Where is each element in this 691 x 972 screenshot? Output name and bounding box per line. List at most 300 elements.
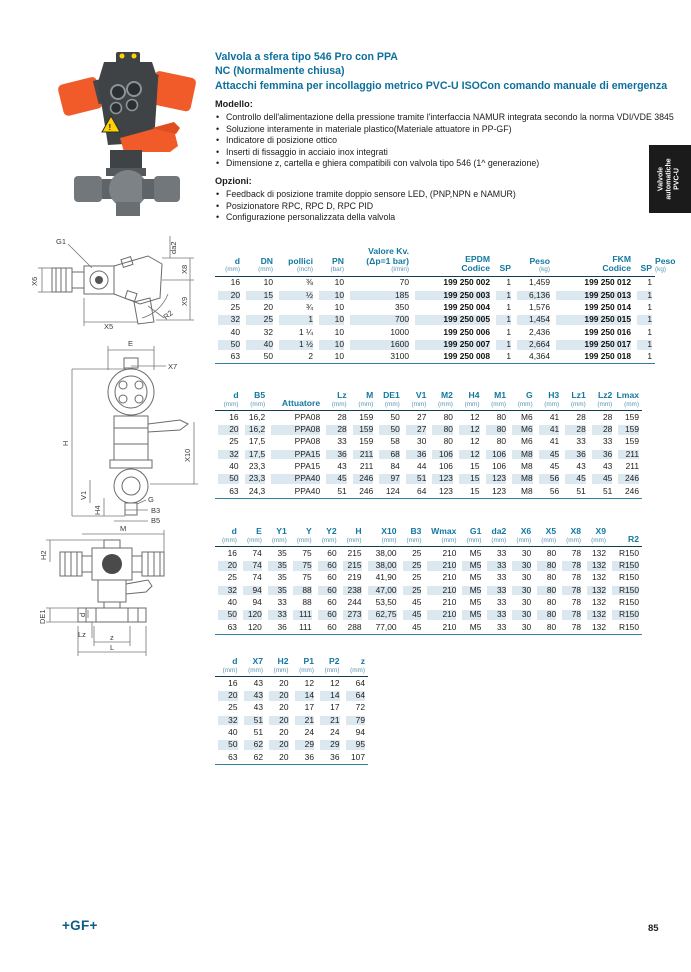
table-cell: 123: [483, 473, 510, 485]
table-row: [215, 411, 642, 424]
column-header: X8 (mm): [559, 527, 584, 547]
table-cell: 123: [483, 485, 510, 498]
table-cell: 21: [292, 714, 318, 726]
table-cell: 20: [266, 739, 292, 751]
column-header: M2 (mm): [429, 391, 456, 411]
table-cell: 210: [442, 572, 457, 583]
table-cell: R150: [609, 560, 642, 572]
table-cell: 106: [483, 448, 510, 460]
table-cell: 60: [327, 572, 337, 583]
table-row: [215, 302, 655, 314]
table-cell: 63: [215, 351, 243, 364]
column-header: Y1 (mm): [265, 527, 290, 547]
table-cell: 30: [521, 572, 532, 583]
table-cell: 51: [241, 714, 267, 726]
column-header: X7 (mm): [241, 657, 267, 677]
table-cell: 16,2: [248, 411, 266, 422]
table-cell: 33: [576, 436, 586, 447]
table-cell: 33: [484, 621, 509, 634]
table-cell: 1: [634, 289, 655, 301]
table-cell: 10: [316, 289, 347, 301]
table-cell: 78: [559, 621, 584, 634]
table-cell: 97: [376, 473, 403, 485]
table-cell: 78: [559, 560, 584, 572]
table-cell: 30: [509, 584, 534, 596]
table-cell: 1000: [390, 326, 409, 337]
table-cell: 211: [359, 461, 374, 472]
table-cell: 75: [302, 572, 312, 583]
bullet-item: • Feedback di posizione tramite doppio sensore LED, (PNP,NPN e NAMUR): [215, 189, 689, 201]
table-cell: 16: [227, 547, 237, 558]
column-header: P1 (mm): [292, 657, 318, 677]
column-header: d (mm): [215, 391, 242, 411]
column-header: P2 (mm): [317, 657, 343, 677]
table-cell: 50: [215, 609, 240, 621]
table-cell: 45: [536, 448, 563, 460]
table-cell: 36: [265, 621, 290, 634]
chapter-side-tab-label: [658, 158, 682, 199]
bullet-item: • Controllo dell'alimentazione della pressione tramite l'interfaccia NAMUR integrata secondo la norma VDI/VDE 3845: [215, 112, 689, 124]
dim-label-de1: DE1: [38, 609, 47, 624]
table-row: [215, 473, 642, 485]
title-line-3: Attacchi femmina per incollaggio metrico PVC-U ISOCon comando manuale di emergenza: [215, 79, 668, 92]
table-cell: 20: [215, 289, 243, 301]
table-cell: 38,00: [365, 560, 400, 572]
table-actuator-dimensions: [215, 391, 642, 499]
table-cell: 132: [592, 572, 606, 583]
table-cell: 15: [456, 473, 483, 485]
column-header: M1 (mm): [483, 391, 510, 411]
column-header: z (mm): [343, 657, 369, 677]
dim-label-h4: H4: [93, 505, 102, 515]
table-cell: 210: [424, 560, 459, 572]
table-cell: 43: [253, 677, 263, 688]
table-row: [215, 751, 368, 764]
column-header: X9 (mm): [584, 527, 609, 547]
table-cell: 210: [442, 547, 457, 558]
table-row: [215, 621, 642, 634]
title-line-1: Valvola a sfera tipo 546 Pro con PPA: [215, 51, 398, 63]
table-cell: M5: [459, 560, 484, 572]
table-cell: 60: [315, 584, 340, 596]
table-cell: 199 250 007: [412, 339, 493, 351]
table-cell: 45: [400, 609, 425, 621]
table-cell: 80: [443, 411, 453, 422]
table-cell: 75: [302, 547, 312, 558]
table-cell: 78: [559, 609, 584, 621]
column-header: Y2 (mm): [315, 527, 340, 547]
column-header: X6 (mm): [509, 527, 534, 547]
table-cell: 215: [340, 560, 365, 572]
table-installation-dimensions: [215, 527, 642, 635]
table-cell: 50: [215, 473, 242, 485]
table-cell: 1: [647, 301, 652, 312]
table-cell: 20: [266, 751, 292, 764]
table-cell: 36: [403, 448, 430, 460]
table-cell: PPA08: [268, 424, 323, 436]
table-cell: 51: [562, 485, 589, 498]
table-cell: 106: [438, 461, 453, 472]
table-cell: R150: [618, 547, 639, 558]
table-cell: 12: [470, 411, 480, 422]
table-cell: 17,5: [248, 436, 266, 447]
table-cell: 219: [347, 572, 362, 583]
table-cell: 28: [576, 411, 586, 422]
table-cell: 78: [571, 547, 582, 558]
table-cell: 28: [562, 424, 589, 436]
table-cell: 132: [584, 621, 609, 634]
table-cell: 33: [337, 436, 347, 447]
column-header: X5 (mm): [534, 527, 559, 547]
column-header: E (mm): [240, 527, 265, 547]
table-cell: 244: [347, 597, 362, 608]
column-header: da2 (mm): [484, 527, 509, 547]
bullet-item: • Configurazione personalizzata della valvola: [215, 212, 689, 224]
table-cell: 94: [240, 584, 265, 596]
table-cell: 10: [334, 277, 344, 288]
table-cell: M5: [459, 609, 484, 621]
table-cell: 80: [534, 621, 559, 634]
table-cell: 28: [602, 411, 613, 422]
column-header: Lz2 (mm): [589, 391, 616, 411]
table-cell: M8: [509, 473, 536, 485]
dim-label-e: E: [128, 339, 134, 348]
table-cell: 33: [496, 597, 507, 608]
table-cell: 74: [252, 547, 262, 558]
table-cell: 45: [549, 461, 560, 472]
table-cell: 50: [215, 339, 243, 351]
table-cell: 199 250 018: [553, 351, 634, 364]
table-cell: 1: [634, 314, 655, 326]
column-header: d (mm): [215, 247, 243, 276]
table-cell: 25: [230, 301, 240, 312]
table-cell: 20: [279, 702, 289, 713]
column-header: H3 (mm): [536, 391, 563, 411]
table-cell: 80: [443, 436, 453, 447]
column-header: EPDM Codice: [412, 247, 493, 276]
model-bullet-list: [215, 112, 689, 170]
table-cell: 132: [584, 560, 609, 572]
table-cell: PPA40: [268, 473, 323, 485]
table-cell: 17: [330, 702, 340, 713]
bullet-item: • Inserti di fissaggio in acciaio inox integrati: [215, 147, 689, 159]
table-cell: 84: [390, 461, 400, 472]
table-cell: 25: [228, 702, 238, 713]
table-cell: PPA15: [268, 448, 323, 460]
dim-label-lz: Lz: [78, 630, 86, 639]
column-header: Y (mm): [290, 527, 315, 547]
table-cell: 79: [343, 714, 369, 726]
table-cell: 16,2: [242, 424, 269, 436]
svg-text:!: !: [108, 123, 112, 132]
table-cell: 41: [549, 436, 560, 447]
table-cell: 72: [355, 702, 365, 713]
table-ordering-data: d (mm) DN (mm) pollici (inch) PN (bar) Valore Kv. (Δp=1 bar) (l/min) EPDM Codice SP Peso (kg) FKM Codice SP Peso (kg) 16 10 ⅜ 10 70 199 250 002 1 1,459 199 250 012 1 20 15 ½ 10 185 199 250 003 1 6,136 199 250 013 1 25 20 ¾ 10 350 199 250 004 1 1,576 199 250 014 1 32 25 1 10 700 199 250 005 1 1,454 199 250 015 1 40 32 1 ¼ 10 1000 199 250 006 1 2,436 199 250 016 1 50 40 1 ½ 10 1600 199 250 007 1 2,664 199 250 017 1 63 50 2 10 3100 199 250 008 1 4,364 199 250 018 1: [215, 247, 642, 364]
column-header: d (mm): [215, 527, 240, 547]
table-cell: 211: [350, 448, 377, 460]
table-cell: 350: [395, 301, 409, 312]
column-header: Lz1 (mm): [562, 391, 589, 411]
table-cell: 53,50: [375, 597, 397, 608]
table-cell: 210: [424, 609, 459, 621]
table-cell: R150: [609, 584, 642, 596]
table-cell: 94: [355, 727, 365, 738]
table-cell: 25: [412, 572, 422, 583]
model-heading: Modello:: [215, 99, 253, 109]
table-cell: 23,3: [242, 473, 269, 485]
column-header: V1 (mm): [403, 391, 430, 411]
table-cell: 132: [584, 584, 609, 596]
dim-label-b3: B3: [151, 506, 161, 515]
table-cell: 36: [589, 448, 616, 460]
table-cell: 1600: [347, 339, 412, 351]
dim-label-x5: X5: [104, 322, 114, 330]
table-cell: 199 250 012: [584, 277, 631, 288]
table-cell: 12: [330, 677, 340, 688]
column-header: X10 (mm): [365, 527, 400, 547]
table-cell: 111: [290, 609, 315, 621]
table-cell: 80: [534, 609, 559, 621]
table-cell: 210: [442, 597, 457, 608]
table-cell: 3100: [347, 351, 412, 364]
table-row: [215, 326, 655, 338]
table-cell: 211: [625, 461, 639, 472]
table-cell: 25: [243, 314, 276, 326]
dim-label-g1: G1: [56, 237, 67, 246]
table-cell: 10: [316, 314, 347, 326]
options-heading: Opzioni:: [215, 175, 252, 186]
dim-label-b5: B5: [151, 516, 161, 524]
table-cell: PPA40: [268, 485, 323, 498]
table-cell: 159: [625, 411, 639, 422]
table-cell: 30: [521, 597, 532, 608]
table-cell: 1: [506, 301, 511, 312]
table-cell: 63: [215, 485, 242, 498]
column-header: Attuatore: [268, 391, 323, 411]
dim-label-x9: X9: [180, 296, 189, 306]
table-row: [215, 702, 368, 714]
table-row: [215, 690, 368, 702]
table-row: [215, 727, 368, 739]
table-cell: 199 250 016: [584, 326, 631, 337]
table-cell: 185: [347, 289, 412, 301]
table-cell: 64: [343, 690, 369, 702]
table-cell: 246: [615, 485, 642, 498]
table-cell: 15: [243, 289, 276, 301]
description-block: [215, 99, 689, 230]
table-cell: 36: [562, 448, 589, 460]
table-cell: M6: [509, 424, 536, 436]
table-cell: 10: [263, 277, 273, 288]
table-cell: 159: [359, 411, 374, 422]
table-row: [215, 547, 642, 560]
table-cell: 35: [265, 584, 290, 596]
table-cell: 16: [229, 411, 239, 422]
table-cell: 20: [279, 677, 289, 688]
table-cell: 40: [243, 339, 276, 351]
table-cell: 62,75: [365, 609, 400, 621]
table-cell: 51: [589, 485, 616, 498]
table-cell: R150: [609, 609, 642, 621]
table-cell: 20: [215, 424, 242, 436]
table-cell: 40: [229, 461, 239, 472]
table-cell: 159: [615, 424, 642, 436]
table-cell: 29: [317, 739, 343, 751]
table-cell: 199 250 004: [443, 301, 490, 312]
table-cell: 25: [229, 436, 239, 447]
table-cell: 80: [546, 547, 557, 558]
page-title: [215, 50, 687, 93]
table-cell: 199 250 002: [443, 277, 490, 288]
product-photo: [52, 50, 207, 223]
drawing-front-view: [30, 332, 210, 529]
table-cell: M8: [509, 485, 536, 498]
table-cell: 238: [340, 584, 365, 596]
table-cell: 16: [230, 277, 240, 288]
table-cell: 35: [265, 560, 290, 572]
table-cell: 211: [615, 448, 642, 460]
table-cell: 199 250 005: [412, 314, 493, 326]
table-cell: 12: [304, 677, 314, 688]
table-cell: 1,459: [529, 277, 550, 288]
table-cell: 25: [412, 547, 422, 558]
table-cell: 62: [241, 751, 267, 764]
table-cell: 41: [536, 424, 563, 436]
table-cell: M8: [509, 448, 536, 460]
table-cell: 6,136: [514, 289, 553, 301]
table-cell: 80: [496, 411, 507, 422]
table-cell: 41,90: [375, 572, 397, 583]
bullet-item: • Soluzione interamente in materiale plastico(Materiale attuatore in PP-GF): [215, 124, 689, 136]
table-cell: 246: [350, 485, 377, 498]
dim-label-r2: R2: [161, 308, 175, 322]
table-cell: 246: [350, 473, 377, 485]
column-header: M (mm): [350, 391, 377, 411]
table-cell: 35: [277, 547, 287, 558]
table-cell: 1 ¼: [299, 326, 313, 337]
table-row: [215, 424, 642, 436]
table-cell: 21: [317, 714, 343, 726]
dim-label-x6: X6: [30, 276, 39, 286]
table-cell: 33: [484, 584, 509, 596]
table-cell: 51: [403, 473, 430, 485]
table-cell: 50: [390, 411, 400, 422]
table-cell: ⅜: [306, 277, 313, 288]
table-cell: M5: [469, 572, 482, 583]
table-row: [215, 351, 655, 364]
table-cell: 20: [279, 727, 289, 738]
table-cell: 24,3: [242, 485, 269, 498]
bullet-item: • Indicatore di posizione ottico: [215, 135, 689, 147]
table-cell: 74: [252, 572, 262, 583]
column-header: B5 (mm): [242, 391, 269, 411]
table-cell: 199 250 008: [412, 351, 493, 364]
table-cell: 43: [602, 461, 613, 472]
table-cell: 50: [215, 739, 241, 751]
table-cell: 80: [546, 572, 557, 583]
table-cell: 107: [343, 751, 369, 764]
table-cell: 56: [536, 485, 563, 498]
table-cell: 80: [496, 436, 507, 447]
dim-label-h: H: [61, 440, 70, 446]
drawing-top-view: [30, 228, 210, 335]
table-cell: 45: [412, 597, 422, 608]
dim-label-x10: X10: [183, 448, 192, 462]
dim-label-g: G: [148, 495, 154, 504]
table-cell: 56: [536, 473, 563, 485]
table-cell: 25: [227, 572, 237, 583]
table-spigot-dimensions: [215, 657, 368, 765]
table-cell: 1: [634, 339, 655, 351]
table-cell: R150: [618, 572, 639, 583]
table-row: [215, 572, 642, 584]
table-cell: 80: [429, 424, 456, 436]
column-header: Peso (kg): [514, 247, 553, 276]
table-cell: 20: [266, 714, 292, 726]
table-cell: 199 250 003: [412, 289, 493, 301]
table-cell: 44: [417, 461, 427, 472]
table-cell: 120: [240, 609, 265, 621]
table-cell: 74: [240, 560, 265, 572]
table-cell: 199 250 006: [443, 326, 490, 337]
table-cell: 78: [559, 584, 584, 596]
table-cell: 64: [403, 485, 430, 498]
column-header: Lmax (mm): [615, 391, 642, 411]
table-cell: 33: [265, 609, 290, 621]
table-cell: 10: [334, 301, 344, 312]
column-header: DN (mm): [243, 247, 276, 276]
table-cell: 10: [316, 351, 347, 364]
table-cell: 63: [215, 621, 240, 634]
table-cell: 80: [534, 560, 559, 572]
table-cell: 43: [337, 461, 347, 472]
table-cell: 199 250 014: [584, 301, 631, 312]
table-cell: 75: [290, 560, 315, 572]
table-cell: 41: [549, 411, 560, 422]
table-cell: 20: [263, 301, 273, 312]
dim-label-z: z: [110, 633, 114, 642]
valve-actuator-image: [52, 50, 207, 218]
table-cell: 210: [424, 621, 459, 634]
table-cell: 51: [253, 727, 263, 738]
table-cell: 80: [483, 424, 510, 436]
table-cell: 45: [323, 473, 350, 485]
side-tab-line-2: automatiche: [665, 158, 673, 200]
table-cell: 17,5: [242, 448, 269, 460]
table-cell: 27: [417, 411, 427, 422]
table-cell: 1: [493, 289, 514, 301]
table-row: [215, 677, 368, 690]
table-cell: 25: [400, 560, 425, 572]
table-cell: 30: [521, 547, 532, 558]
dim-label-x7: X7: [168, 362, 178, 371]
table-cell: 35: [277, 572, 287, 583]
table-cell: 77,00: [365, 621, 400, 634]
table-cell: 36: [292, 751, 318, 764]
table-cell: 40: [228, 727, 238, 738]
table-cell: 215: [347, 547, 362, 558]
side-tab-line-3: PVC-U: [673, 168, 681, 190]
table-cell: 1: [493, 351, 514, 364]
table-cell: 132: [592, 597, 606, 608]
table-cell: ½: [276, 289, 316, 301]
table-cell: 14: [317, 690, 343, 702]
table-cell: 47,00: [365, 584, 400, 596]
table-cell: PPA15: [294, 461, 321, 472]
table-cell: 159: [350, 424, 377, 436]
column-header: H2 (mm): [266, 657, 292, 677]
dim-label-d: d: [78, 612, 87, 617]
